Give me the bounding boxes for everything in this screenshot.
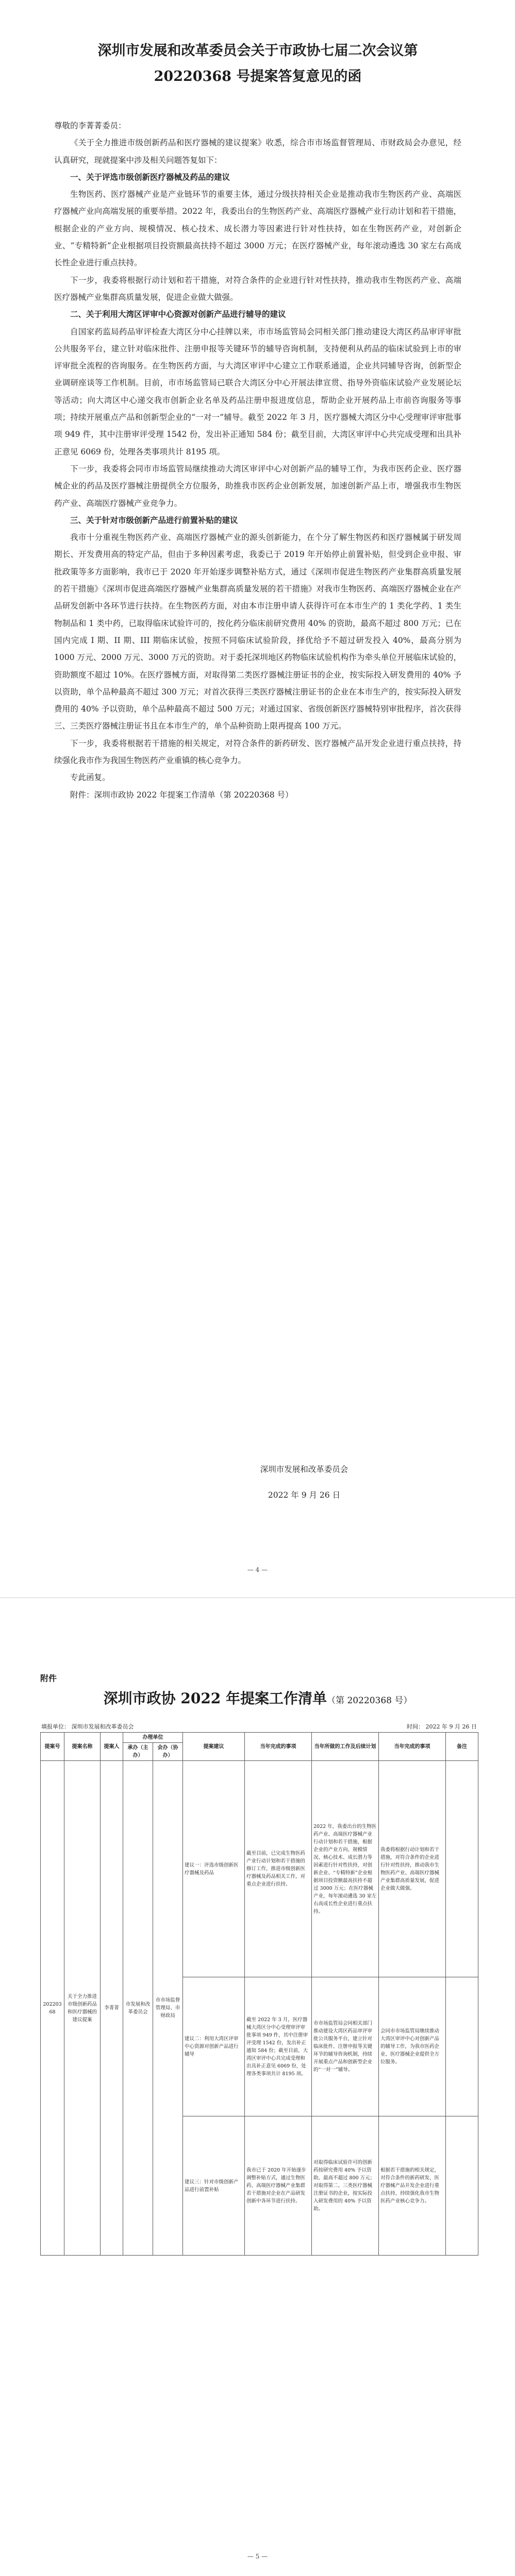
- annex-label: 附件: [40, 1673, 57, 1683]
- paragraph: 下一步，我委将根据行动计划和若干措施，对符合条件的企业进行针对性扶持，推动我市生物医药产业、高端医疗器械产业集群高质量发展，促进企业做大做强。: [54, 275, 461, 302]
- reporting-unit: 填报单位： 深圳市发展和改革委员会: [41, 1723, 134, 1730]
- table-header-row: [41, 1733, 478, 1743]
- salutation: 尊敬的李菁菁委员：: [54, 121, 126, 130]
- cell-suggestion: 建议三：针对市级创新产品进行前置补贴: [183, 2116, 245, 2256]
- cell-remark: [446, 1761, 478, 1977]
- annex-title-sub: （第 20220368 号）: [327, 1696, 412, 1706]
- report-time: 时间： 2022 年 9 月 26 日: [407, 1723, 477, 1730]
- cell-future: 对取得临床试验许可的创新药按研究费用 40% 予以资助，最高不超过 800 万元；对取得第二、三类医疗器械注册证书的企业，按实际投入研发费用的 40% 予以资助。: [312, 2116, 379, 2256]
- header-future: 当年所做的工作及后续计划: [312, 1733, 379, 1761]
- cell-lead: 市发展和改革委员会: [123, 1761, 153, 2256]
- header-co: 会办（协办）: [153, 1743, 183, 1761]
- letter-title: 深圳市发展和改革委员会关于市政协七届二次会议第 20220368 号提案答复意见的函: [97, 43, 418, 84]
- header-no: 提案号: [41, 1733, 64, 1761]
- page-number: — 5 —: [247, 2553, 268, 2560]
- cell-completed: 截至目前，已完成生物医药产业行动计划和若干措施的修订工作，推进市级创新医疗器械及药品相关工作，对重点企业进行扶持。: [245, 1761, 312, 1977]
- paragraph: 下一步，我委将根据若干措施的相关规定，对符合条件的新药研发、医疗器械产品开发企业进行重点扶持，持续强化我市作为我国生物医药产业重镇的核心竞争力。: [54, 738, 461, 765]
- cell-plan: 会同市市场监管局继续推动大湾区审评中心对创新产品的辅导工作，为我市医药企业、医疗器械企业提供全方位服务。: [379, 1977, 446, 2116]
- proposal-work-table: [40, 1732, 478, 2256]
- cell-suggestion: 建议一：评选市级创新医疗器械及药品: [183, 1761, 245, 1977]
- section-heading-2: 二、关于利用大湾区评审中心资源对创新产品进行辅导的建议: [70, 310, 286, 319]
- cell-plan: 我委将根据行动计划和若干措施，对符合条件的企业进行针对性扶持，推动我市生物医药产业、高端医疗器械产业集群高质量发展，促进企业做大做强。: [379, 1761, 446, 1977]
- paragraph: 我市十分重视生物医药产业、高端医疗器械产业的源头创新能力，在个分了解生物医药和医疗器械属于研发周期长、开发费用高的特定产品，但由于多种因素考虑，我委已于 2019 年开始停止前置补贴，但受到企业申报、审批政策等多方面影响，我市已于 2020 年开始逐步调整补贴方式，通过《深圳市促进生物医药产业集群高质量发展的若干措施》《深圳市促进高端医疗器械产业集群高质量发展的若干措施》对我市生物医药、高端医疗器械企业在产品研发创新中各环节进行扶持。在生物医药方面，对由本市注册申请人获得许可在本市生产的 1 类化学药、1 类生物制品和 1 类中药，已取得临床试验许可的，按化药分临床前研究费用 40% 的资助，最高不超过 800 万元；已在国内完成 I 期、II 期、III 期临床试验，按照不同临床试验阶段，择优给予不超过研发投入 40%，最高分别为 1000 万元、2000 万元、3000 万元的资助。对于委托深圳地区药物临床试验机构作为牵头单位开展临床试验的，资助额度不超过 10%。在医疗器械方面，对取得第二类医疗器械注册证书的企业，按实际投入研发费用的 40% 予以资助，单个品种最高不超过 300 万元；对首次获得三类医疗器械注册证书的企业在本市生产的，按实际投入研发费用的 40% 予以资助，单个品种最高不超过 500 万元；对通过国家、省级创新医疗器械特别审批程序，首次获得三、三类医疗器械注册证书且在本市生产的，单个品种资助上限再提高 100 万元。: [54, 533, 461, 731]
- cell-co: 市市场监督管理局、市财政局: [153, 1761, 183, 2256]
- header-suggestions: 提案建议: [183, 1733, 245, 1761]
- paragraph: 生物医药、医疗器械产业是产业链环节的重要主体，通过分级扶持相关企业是推动我市生物医药产业、高端医疗器械产业向高端发展的重要举措。2022 年，我委出台的生物医药产业、高端医疗器械产业行动计划和若干措施，根据企业的产业方向、规模情况、核心技术、成长潜力等因素进行针对性扶持，如在生物医药产业，对创新企业、“专精特新”企业根据项目投资额最高扶持不超过 3000 万元；在医疗器械产业，每年滚动遴选 30 家左右高成长性企业进行重点扶持。: [54, 190, 461, 268]
- signature-org: 深圳市发展和改革委员会: [260, 1465, 348, 1474]
- cell-proposer: 李菁菁: [101, 1761, 123, 2256]
- attachment-note: 附件：深圳市政协 2022 年提案工作清单（第 20220368 号）: [70, 790, 293, 800]
- header-proposer: 提案人: [101, 1733, 123, 1761]
- cell-remark: [446, 2116, 478, 2256]
- section-heading-1: 一、关于评选市级创新医疗器械及药品的建议: [70, 172, 230, 182]
- header-completed: 当年完成的事项: [245, 1733, 312, 1761]
- letter-body: [54, 117, 461, 804]
- page-number: — 4 —: [247, 1566, 268, 1573]
- cell-completed: 截至 2022 年 3 月，医疗器械大湾区分中心受理审评审批事项 949 件，其中注册审评受理 1542 份，发出补正通知 584 份；截至目前，大湾区审评中心共完成受理和出具补正意见 6069 份，处理各类事项共计 8195 项。: [245, 1977, 312, 2116]
- cell-suggestion: 建议二：利用大湾区评审中心资源对创新产品进行辅导: [183, 1977, 245, 2116]
- paragraph: 下一步，我委将会同市市场监管局继续推动大湾区审评中心对创新产品的辅导工作，为我市医药企业、医疗器械企业的药品及医疗器械注册提供全方位服务，助推我市医药企业创新发展，加速创新产品上市，增强我市生物医药产业、高端医疗器械产业竞争力。: [54, 464, 461, 508]
- closing: 专此函复。: [70, 773, 110, 783]
- header-handling: 办理单位: [123, 1733, 183, 1743]
- section-heading-3: 三、关于针对市级创新产品进行前置补贴的建议: [70, 515, 238, 525]
- header-name: 提案名称: [64, 1733, 101, 1761]
- annex-title: [103, 1687, 412, 1708]
- cell-future: 2022 年，我委出台的生物医药产业、高端医疗器械产业行动计划和若干措施，根据企业的产业方向、规模情况、核心技术、成长潜力等因素进行针对性扶持，对创新企业、“专精特新”企业根据项目投资额最高扶持不超过 3000 万元；在医疗器械产业，每年滚动遴选 30 家左右高成长性企业进行重点扶持。: [312, 1761, 379, 1977]
- signature-date: 2022 年 9 月 26 日: [268, 1490, 341, 1500]
- header-plan: 当年完成的事项: [379, 1733, 446, 1761]
- cell-name: 关于全力推进市级创新药品和医疗器械的建议提案: [64, 1761, 101, 2256]
- cell-completed: 我市已于 2020 年开始逐步调整补贴方式，通过生物医药、高端医疗器械产业集群若干措施对企业在产品研发创新中各环节进行扶持。: [245, 2116, 312, 2256]
- page-divider: [0, 1597, 515, 1598]
- cell-no: 20220368: [41, 1761, 64, 2256]
- intro-paragraph: 《关于全力推进市级创新药品和医疗器械的建议提案》收悉，综合市市场监督管理局、市财政局会办意见，经认真研究，现就提案中涉及相关问题答复如下：: [54, 138, 461, 165]
- annex-title-main: 深圳市政协 2022 年提案工作清单: [103, 1690, 327, 1707]
- header-lead: 承办（主办）: [123, 1743, 153, 1761]
- paragraph: 自国家药监局药品审评检查大湾区分中心挂牌以来，市市场监管局会同相关部门推动建设大湾区药品审评审批公共服务平台，建立针对临床批件、注册申报等关键环节的辅导咨询机制，支持便利从药品的临床试验到上市的审评审批全流程的咨询服务。在生物医药方面，与大湾区审评中心建立工作联系通道，企业共同辅导咨询，创新型企业调研座谈等工作机制。目前，市市场监管局已联合大湾区分中心开展法律宣贯、指导外资临床试验产业发展论坛等活动；向大湾区中心递交我市创新企业名单及药品注册申报进度信息，帮助企业开展药品上市前咨询服务等事项；持续开展重点产品和创新型企业的“一对一”辅导。截至 2022 年 3 月，医疗器械大湾区分中心受理审评审批事项 949 件，其中注册审评受理 1542 份，发出补正通知 584 份；截至目前，大湾区审评中心共完成受理和出具补正意见 6069 份，处理各类事项共计 8195 项。: [54, 327, 461, 456]
- cell-future: 市市场监管局会同相关部门推动建设大湾区药品审评审批公共服务平台，建立针对临床批件、注册申报等关键环节的辅导咨询机制，持续开展重点产品和创新型企业的“一对一”辅导。: [312, 1977, 379, 2116]
- annex-page: [0, 1623, 515, 2576]
- cell-remark: [446, 1977, 478, 2116]
- table-row: [41, 1761, 478, 1977]
- header-remark: 备注: [446, 1733, 478, 1761]
- cell-plan: 根据若干措施的相关规定，对符合条件的新药研发、医疗器械产品开发企业进行重点扶持，持续强化我市生物医药产业核心竞争力。: [379, 2116, 446, 2256]
